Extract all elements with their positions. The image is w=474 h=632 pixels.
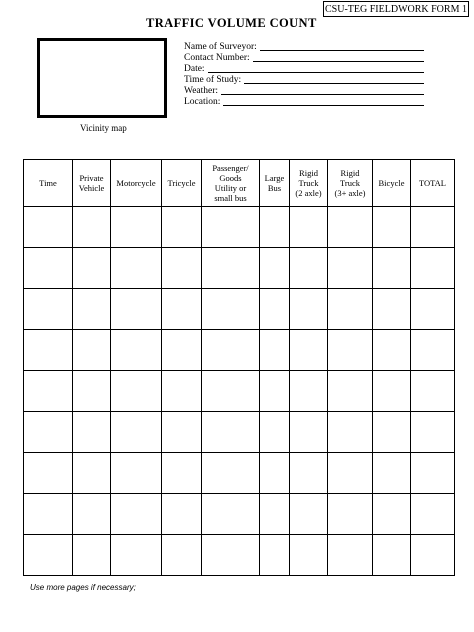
footer-note: Use more pages if necessary;: [30, 583, 136, 592]
table-cell[interactable]: [73, 453, 111, 494]
table-cell[interactable]: [162, 535, 202, 576]
vicinity-map-box[interactable]: [37, 38, 167, 118]
table-cell[interactable]: [373, 248, 411, 289]
table-cell[interactable]: [202, 207, 260, 248]
table-cell[interactable]: [202, 330, 260, 371]
table-cell[interactable]: [24, 330, 73, 371]
table-cell[interactable]: [411, 248, 455, 289]
form-id-box: CSU-TEG FIELDWORK FORM 1: [323, 1, 469, 17]
table-cell[interactable]: [162, 207, 202, 248]
table-row: [24, 371, 455, 412]
weather-field[interactable]: [184, 86, 424, 97]
table-cell[interactable]: [202, 453, 260, 494]
table-header-row: [24, 160, 455, 207]
table-cell[interactable]: [162, 494, 202, 535]
table-cell[interactable]: [328, 371, 373, 412]
table-cell[interactable]: [202, 248, 260, 289]
contact-number-field[interactable]: [184, 53, 424, 64]
table-cell[interactable]: [73, 207, 111, 248]
table-cell[interactable]: [373, 330, 411, 371]
location-line[interactable]: [223, 105, 424, 106]
table-cell[interactable]: [328, 494, 373, 535]
table-row: [24, 207, 455, 248]
table-row: [24, 412, 455, 453]
table-cell[interactable]: [73, 330, 111, 371]
table-cell[interactable]: [290, 412, 328, 453]
table-cell[interactable]: [373, 535, 411, 576]
date-label: Date:: [184, 64, 205, 74]
table-cell[interactable]: [411, 330, 455, 371]
table-cell[interactable]: [24, 371, 73, 412]
table-cell[interactable]: [162, 330, 202, 371]
table-cell[interactable]: [24, 494, 73, 535]
weather-label: Weather:: [184, 86, 219, 96]
table-cell[interactable]: [411, 453, 455, 494]
table-cell[interactable]: [373, 453, 411, 494]
table-cell[interactable]: [260, 412, 290, 453]
table-cell[interactable]: [373, 207, 411, 248]
table-cell[interactable]: [373, 494, 411, 535]
table-cell[interactable]: [373, 412, 411, 453]
table-cell[interactable]: [260, 494, 290, 535]
table-cell[interactable]: [111, 289, 162, 330]
table-cell[interactable]: [411, 535, 455, 576]
page-title: TRAFFIC VOLUME COUNT: [146, 16, 317, 30]
table-cell[interactable]: [202, 412, 260, 453]
survey-info-block: [184, 42, 424, 108]
table-cell[interactable]: [373, 371, 411, 412]
table-cell[interactable]: [290, 494, 328, 535]
col-header-passenger-goods-utility: Passenger/ Goods Utility or small bus: [202, 160, 260, 207]
table-cell[interactable]: [111, 453, 162, 494]
table-cell[interactable]: [260, 453, 290, 494]
table-cell[interactable]: [162, 248, 202, 289]
date-line[interactable]: [208, 72, 424, 73]
table-cell[interactable]: [260, 371, 290, 412]
table-cell[interactable]: [202, 494, 260, 535]
table-cell[interactable]: [111, 330, 162, 371]
table-cell[interactable]: [290, 248, 328, 289]
table-cell[interactable]: [411, 494, 455, 535]
table-cell[interactable]: [328, 248, 373, 289]
table-row: [24, 453, 455, 494]
surveyor-name-field[interactable]: [184, 42, 424, 53]
table-cell[interactable]: [290, 535, 328, 576]
table-cell[interactable]: [73, 248, 111, 289]
time-of-study-field[interactable]: [184, 75, 424, 86]
surveyor-name-label: Name of Surveyor:: [184, 42, 257, 52]
table-cell[interactable]: [162, 371, 202, 412]
col-header-time: Time: [24, 160, 73, 207]
table-cell[interactable]: [73, 494, 111, 535]
table-cell[interactable]: [202, 371, 260, 412]
table-cell[interactable]: [73, 371, 111, 412]
table-cell[interactable]: [328, 207, 373, 248]
weather-line[interactable]: [221, 94, 424, 95]
table-cell[interactable]: [24, 207, 73, 248]
col-header-motorcycle: Motorcycle: [111, 160, 162, 207]
table-cell[interactable]: [411, 289, 455, 330]
table-cell[interactable]: [290, 289, 328, 330]
table-cell[interactable]: [290, 371, 328, 412]
col-header-rigid-truck-3-axle: Rigid Truck (3+ axle): [328, 160, 373, 207]
table-cell[interactable]: [411, 371, 455, 412]
table-cell[interactable]: [73, 535, 111, 576]
table-cell[interactable]: [24, 248, 73, 289]
table-cell[interactable]: [202, 289, 260, 330]
table-cell[interactable]: [328, 330, 373, 371]
table-row: [24, 289, 455, 330]
table-cell[interactable]: [24, 453, 73, 494]
table-cell[interactable]: [111, 207, 162, 248]
surveyor-name-line[interactable]: [260, 50, 424, 51]
table-cell[interactable]: [111, 494, 162, 535]
table-cell[interactable]: [260, 207, 290, 248]
table-row: [24, 494, 455, 535]
table-cell[interactable]: [24, 535, 73, 576]
table-cell[interactable]: [162, 412, 202, 453]
table-cell[interactable]: [260, 289, 290, 330]
date-field[interactable]: [184, 64, 424, 75]
table-cell[interactable]: [373, 289, 411, 330]
table-cell[interactable]: [111, 371, 162, 412]
location-label: Location:: [184, 97, 221, 107]
table-cell[interactable]: [290, 207, 328, 248]
table-cell[interactable]: [260, 535, 290, 576]
location-field[interactable]: [184, 97, 424, 108]
col-header-total: TOTAL: [411, 160, 455, 207]
table-cell[interactable]: [111, 412, 162, 453]
table-cell[interactable]: [290, 330, 328, 371]
table-cell[interactable]: [260, 248, 290, 289]
contact-number-label: Contact Number:: [184, 53, 250, 63]
table-cell[interactable]: [328, 289, 373, 330]
table-cell[interactable]: [24, 289, 73, 330]
col-header-tricycle: Tricycle: [162, 160, 202, 207]
traffic-count-table: [23, 159, 455, 576]
table-cell[interactable]: [202, 535, 260, 576]
table-cell[interactable]: [260, 330, 290, 371]
table-cell[interactable]: [162, 289, 202, 330]
col-header-bicycle: Bicycle: [373, 160, 411, 207]
time-of-study-label: Time of Study:: [184, 75, 242, 85]
table-cell[interactable]: [411, 412, 455, 453]
col-header-rigid-truck-2-axle: Rigid Truck (2 axle): [290, 160, 328, 207]
col-header-private-vehicle: Private Vehicle: [73, 160, 111, 207]
table-body: [24, 207, 455, 576]
table-cell[interactable]: [411, 207, 455, 248]
table-cell[interactable]: [73, 412, 111, 453]
table-row: [24, 535, 455, 576]
table-cell[interactable]: [111, 535, 162, 576]
table-cell[interactable]: [328, 453, 373, 494]
table-cell[interactable]: [290, 453, 328, 494]
table-cell[interactable]: [328, 412, 373, 453]
table-row: [24, 248, 455, 289]
vicinity-map-caption: Vicinity map: [80, 123, 127, 133]
time-of-study-line[interactable]: [244, 83, 424, 84]
table-cell[interactable]: [73, 289, 111, 330]
table-cell[interactable]: [162, 453, 202, 494]
contact-number-line[interactable]: [253, 61, 424, 62]
table-cell[interactable]: [24, 412, 73, 453]
table-row: [24, 330, 455, 371]
table-cell[interactable]: [328, 535, 373, 576]
col-header-large-bus: Large Bus: [260, 160, 290, 207]
table-cell[interactable]: [111, 248, 162, 289]
